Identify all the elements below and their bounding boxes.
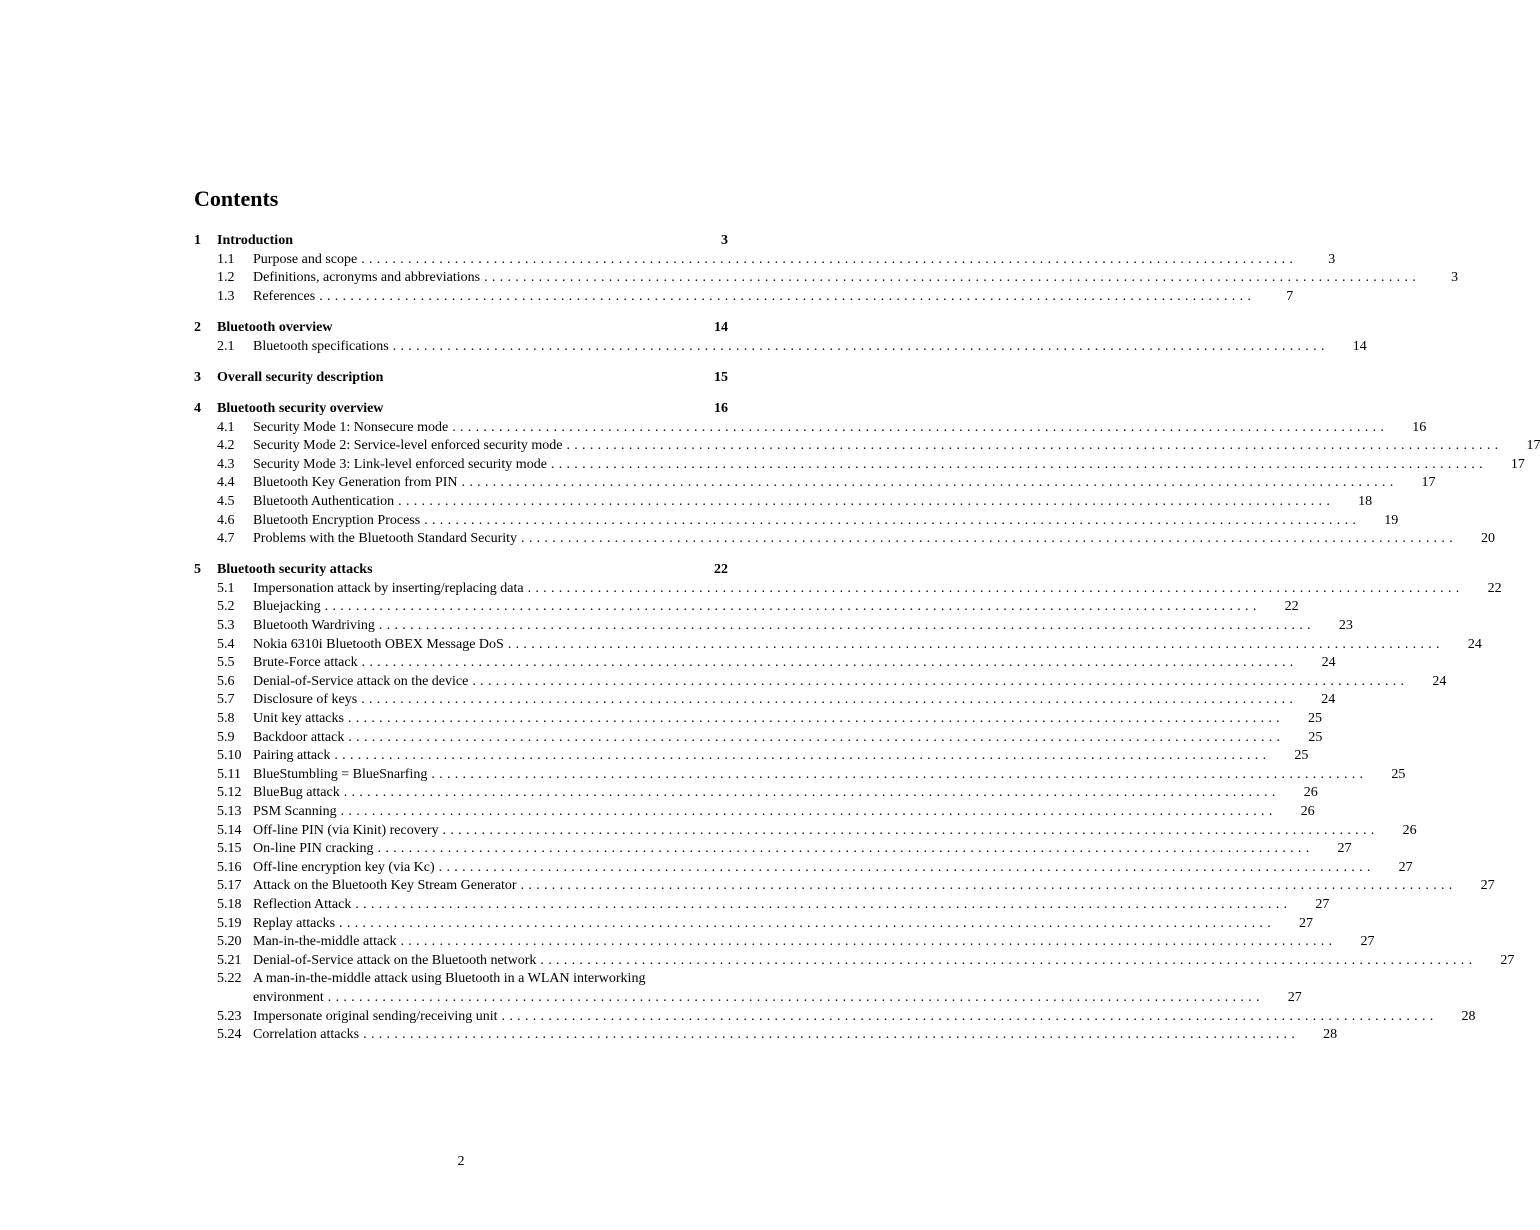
toc-chapter <box>194 232 1459 306</box>
section-title: Attack on the Bluetooth Key Stream Generator <box>253 878 517 894</box>
dot-leader: ........................................................................................................................ <box>438 859 1375 875</box>
toc-section-entry[interactable] <box>194 877 1495 896</box>
toc-section-entry[interactable] <box>194 933 1375 952</box>
toc-section-entry[interactable] <box>194 729 1323 748</box>
toc-section-entry[interactable] <box>194 617 1353 636</box>
section-number: 1.1 <box>217 251 235 267</box>
dot-leader: ........................................................................................................................ <box>377 841 1314 857</box>
chapter-number: 5 <box>194 562 201 578</box>
section-number: 4.6 <box>217 512 235 528</box>
section-page: 26 <box>1300 804 1315 819</box>
section-page: 22 <box>1284 599 1299 615</box>
dot-leader: ........................................................................................................................ <box>452 419 1389 435</box>
section-page: 16 <box>1412 419 1427 435</box>
section-title: Denial-of-Service attack on the device <box>253 673 469 689</box>
chapter-title: Overall security description <box>217 369 384 385</box>
section-page: 7 <box>1286 288 1294 304</box>
dot-leader: ........................................................................................................................ <box>400 934 1337 950</box>
dot-leader: ........................................................................................................................ <box>327 989 1264 1005</box>
section-title: Nokia 6310i Bluetooth OBEX Message DoS <box>253 636 504 652</box>
section-page: 27 <box>1480 878 1495 894</box>
section-page: 24 <box>1321 655 1336 671</box>
section-title: A man-in-the-middle attack using Bluetooth in a WLAN interworking <box>253 971 646 987</box>
dot-leader: ........................................................................................................................ <box>324 599 1261 615</box>
dot-leader: ........................................................................................................................ <box>355 896 1292 912</box>
page-number: 2 <box>457 1154 465 1169</box>
dot-leader: ........................................................................................................................ <box>343 785 1280 801</box>
section-title: Brute-Force attack <box>253 655 358 671</box>
section-title: Reflection Attack <box>253 896 352 912</box>
dot-leader: ........................................................................................................................ <box>398 493 1335 509</box>
dot-leader: ........................................................................................................................ <box>442 822 1379 838</box>
section-title: Security Mode 2: Service-level enforced security mode <box>253 438 563 454</box>
section-title: Bluetooth specifications <box>253 338 389 354</box>
section-number: 4.2 <box>217 438 235 454</box>
toc-section-entry[interactable] <box>194 654 1336 673</box>
dot-leader: ........................................................................................................................ <box>520 878 1457 894</box>
section-page: 3 <box>1451 270 1459 286</box>
toc-section-entry[interactable] <box>194 915 1314 934</box>
dot-leader: ........................................................................................................................ <box>319 288 1256 304</box>
section-number: 4.5 <box>217 493 235 509</box>
section-page: 28 <box>1461 1008 1476 1024</box>
section-page: 27 <box>1337 841 1352 857</box>
toc-section-entry[interactable] <box>194 784 1318 803</box>
dot-leader: ........................................................................................................................ <box>361 251 1298 267</box>
dot-leader: ........................................................................................................................ <box>340 804 1277 819</box>
section-page: 27 <box>1360 934 1375 950</box>
section-page: 26 <box>1303 785 1318 801</box>
toc-section-entry[interactable] <box>194 530 1496 549</box>
section-number: 5.18 <box>217 896 242 912</box>
section-title: BlueBug attack <box>253 785 340 801</box>
toc-section-entry[interactable] <box>194 840 1352 859</box>
section-title: On-line PIN cracking <box>253 841 374 857</box>
section-page: 17 <box>1421 475 1436 491</box>
dot-leader: ........................................................................................................................ <box>550 456 1487 472</box>
section-title: Denial-of-Service attack on the Bluetooth network <box>253 952 537 968</box>
chapter-number: 4 <box>194 400 201 416</box>
dot-leader: ........................................................................................................................ <box>361 692 1298 708</box>
toc-section-entry[interactable] <box>194 803 1315 822</box>
toc-chapter <box>194 400 1540 549</box>
toc-section-entry[interactable] <box>194 822 1417 841</box>
toc-section-entry[interactable] <box>194 598 1299 617</box>
dot-leader: ........................................................................................................................ <box>540 952 1477 968</box>
section-title: Man-in-the-middle attack <box>253 934 397 950</box>
section-number: 2.1 <box>217 338 235 354</box>
toc-section-entry[interactable] <box>194 766 1406 785</box>
section-number: 5.16 <box>217 859 242 875</box>
section-number: 4.4 <box>217 475 235 491</box>
toc-section-entry[interactable] <box>194 859 1413 878</box>
toc-section-entry[interactable] <box>194 419 1427 438</box>
dot-leader: ........................................................................................................................ <box>521 531 1458 547</box>
toc-section-entry[interactable] <box>194 338 1367 357</box>
section-title: Replay attacks <box>253 915 336 931</box>
section-page: 3 <box>1328 251 1336 267</box>
section-number: 5.19 <box>217 915 242 931</box>
chapter-title: Bluetooth security attacks <box>217 562 373 578</box>
section-title: Problems with the Bluetooth Standard Security <box>253 531 518 547</box>
table-of-contents <box>194 232 1540 1045</box>
section-title: Backdoor attack <box>253 729 345 745</box>
toc-section-entry[interactable] <box>194 512 1399 531</box>
toc-section-entry[interactable] <box>194 691 1336 710</box>
section-title: Impersonate original sending/receiving unit <box>253 1008 498 1024</box>
dot-leader: ........................................................................................................................ <box>431 766 1368 782</box>
section-title: Unit key attacks <box>253 711 344 727</box>
section-number: 5.12 <box>217 785 242 801</box>
chapter-number: 2 <box>194 319 201 335</box>
dot-leader: ........................................................................................................................ <box>424 512 1361 528</box>
section-page: 28 <box>1323 1027 1338 1043</box>
section-number: 5.8 <box>217 711 235 727</box>
toc-section-entry[interactable] <box>194 580 1502 599</box>
section-page: 14 <box>1352 338 1367 354</box>
section-number: 5.13 <box>217 804 242 819</box>
toc-section-entry[interactable] <box>194 269 1459 288</box>
section-title: Bluetooth Encryption Process <box>253 512 421 528</box>
toc-section-entry[interactable] <box>194 288 1294 307</box>
dot-leader: ........................................................................................................................ <box>484 270 1421 286</box>
section-title: Definitions, acronyms and abbreviations <box>253 270 481 286</box>
section-number: 5.3 <box>217 618 235 634</box>
section-number: 5.7 <box>217 692 235 708</box>
section-title: References <box>253 288 316 304</box>
toc-chapter <box>194 319 1367 356</box>
section-number: 5.10 <box>217 748 242 764</box>
toc-chapter-entry[interactable] <box>194 319 728 338</box>
section-page: 24 <box>1467 636 1482 652</box>
section-title: Security Mode 1: Nonsecure mode <box>253 419 449 435</box>
section-number: 5.20 <box>217 934 242 950</box>
section-page: 27 <box>1299 915 1314 931</box>
toc-chapter-entry[interactable] <box>194 369 728 388</box>
section-number: 5.6 <box>217 673 235 689</box>
page-title: Contents <box>194 186 279 211</box>
dot-leader: ........................................................................................................................ <box>363 1027 1300 1043</box>
toc-section-entry[interactable] <box>194 1008 1476 1027</box>
dot-leader: ........................................................................................................................ <box>361 655 1298 671</box>
toc-chapter-entry[interactable] <box>194 400 728 419</box>
dot-leader: ........................................................................................................................ <box>501 1008 1438 1024</box>
section-page: 23 <box>1338 618 1353 634</box>
toc-chapter <box>194 561 1515 1044</box>
chapter-title: Bluetooth security overview <box>217 400 384 416</box>
dot-leader: ........................................................................................................................ <box>507 636 1444 652</box>
toc-section-entry[interactable] <box>194 636 1482 655</box>
toc-section-entry[interactable] <box>194 952 1515 971</box>
section-number: 5.14 <box>217 822 242 838</box>
section-number: 5.11 <box>217 766 241 782</box>
section-title: Bluetooth Key Generation from PIN <box>253 475 458 491</box>
section-title: Bluetooth Authentication <box>253 493 395 509</box>
section-page: 27 <box>1287 989 1302 1005</box>
chapter-number: 1 <box>194 233 201 248</box>
toc-section-entry[interactable] <box>194 251 1336 270</box>
section-page: 17 <box>1510 456 1525 472</box>
section-number: 5.5 <box>217 655 235 671</box>
section-number: 5.17 <box>217 878 242 894</box>
section-title: Off-line encryption key (via Kc) <box>253 859 435 875</box>
toc-section-entry[interactable] <box>194 896 1330 915</box>
section-page: 25 <box>1391 766 1406 782</box>
toc-section-entry[interactable] <box>194 474 1436 493</box>
toc-section-entry[interactable] <box>194 493 1373 512</box>
section-page: 18 <box>1358 493 1373 509</box>
section-page: 27 <box>1500 952 1515 968</box>
dot-leader: ........................................................................................................................ <box>378 618 1315 634</box>
section-page: 17 <box>1526 438 1540 454</box>
section-title: Bluejacking <box>253 599 321 615</box>
section-title: PSM Scanning <box>253 804 337 819</box>
section-page: 27 <box>1315 896 1330 912</box>
section-number: 4.3 <box>217 456 235 472</box>
section-page: 24 <box>1432 673 1447 689</box>
chapter-page: 14 <box>714 319 728 335</box>
section-page: 25 <box>1294 748 1309 764</box>
chapter-number: 3 <box>194 369 201 385</box>
toc-section-entry[interactable] <box>194 710 1322 729</box>
toc-section-entry[interactable] <box>194 456 1525 475</box>
toc-section-entry-continued[interactable] <box>194 989 1302 1008</box>
section-page: 20 <box>1481 531 1496 547</box>
section-number: 5.22 <box>217 971 242 987</box>
section-number: 4.7 <box>217 531 235 547</box>
dot-leader: ........................................................................................................................ <box>461 475 1398 491</box>
section-title: BlueStumbling = BlueSnarfing <box>253 766 428 782</box>
section-title: Impersonation attack by inserting/replacing data <box>253 580 524 596</box>
section-page: 22 <box>1487 580 1502 596</box>
section-page: 26 <box>1402 822 1417 838</box>
section-number: 5.21 <box>217 952 242 968</box>
dot-leader: ........................................................................................................................ <box>348 729 1285 745</box>
section-title: Pairing attack <box>253 748 331 764</box>
dot-leader: ........................................................................................................................ <box>334 748 1271 764</box>
section-title: Correlation attacks <box>253 1027 360 1043</box>
toc-section-entry[interactable] <box>194 1026 1338 1045</box>
chapter-page: 3 <box>721 233 728 248</box>
toc-chapter-entry[interactable] <box>194 561 728 580</box>
section-number: 5.9 <box>217 729 235 745</box>
toc-section-entry[interactable] <box>194 673 1447 692</box>
section-title: Off-line PIN (via Kinit) recovery <box>253 822 439 838</box>
section-title: Purpose and scope <box>253 251 358 267</box>
dot-leader: ........................................................................................................................ <box>566 438 1503 454</box>
section-number: 5.4 <box>217 636 235 652</box>
section-page: 19 <box>1384 512 1399 528</box>
toc-chapter-entry[interactable] <box>194 232 728 251</box>
section-number: 1.2 <box>217 270 235 286</box>
section-title: Bluetooth Wardriving <box>253 618 375 634</box>
section-page: 25 <box>1308 729 1323 745</box>
section-number: 5.24 <box>217 1027 242 1043</box>
section-page: 25 <box>1307 711 1322 727</box>
section-number: 4.1 <box>217 419 235 435</box>
chapter-page: 22 <box>714 562 728 578</box>
toc-section-entry[interactable] <box>194 437 1540 456</box>
section-title: Disclosure of keys <box>253 692 358 708</box>
section-number: 1.3 <box>217 288 235 304</box>
section-title-continued: environment <box>253 989 324 1005</box>
toc-section-entry[interactable] <box>194 970 728 989</box>
section-number: 5.2 <box>217 599 235 615</box>
dot-leader: ........................................................................................................................ <box>527 580 1464 596</box>
section-page: 27 <box>1398 859 1413 875</box>
chapter-page: 16 <box>714 400 728 416</box>
section-title: Security Mode 3: Link-level enforced security mode <box>253 456 547 472</box>
section-number: 5.23 <box>217 1008 242 1024</box>
section-page: 24 <box>1321 692 1336 708</box>
toc-chapter <box>194 369 728 388</box>
chapter-title: Introduction <box>217 233 293 248</box>
section-number: 5.15 <box>217 841 242 857</box>
dot-leader: ........................................................................................................................ <box>347 711 1284 727</box>
section-number: 5.1 <box>217 580 235 596</box>
chapter-title: Bluetooth overview <box>217 319 333 335</box>
dot-leader: ........................................................................................................................ <box>472 673 1409 689</box>
dot-leader: ........................................................................................................................ <box>392 338 1329 354</box>
chapter-page: 15 <box>714 369 728 385</box>
dot-leader: ........................................................................................................................ <box>339 915 1276 931</box>
toc-section-entry[interactable] <box>194 747 1309 766</box>
